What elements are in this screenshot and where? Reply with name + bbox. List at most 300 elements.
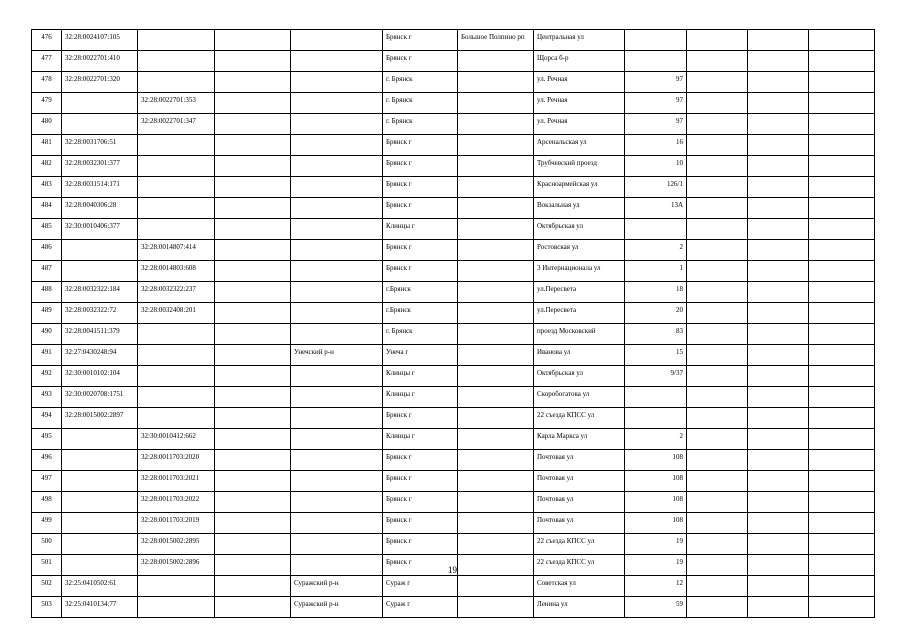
cell-empty — [748, 471, 809, 492]
cell-city: Брянск г — [383, 177, 458, 198]
cell-house — [625, 408, 687, 429]
cell-cadastral-1 — [62, 240, 138, 261]
cell-empty — [748, 387, 809, 408]
cell-empty — [687, 135, 748, 156]
cell-cadastral-1 — [62, 114, 138, 135]
cell-empty — [748, 30, 809, 51]
cell-street: Ленина ул — [534, 597, 625, 618]
cell-city: Брянск г — [383, 492, 458, 513]
cell-house: 97 — [625, 114, 687, 135]
table-row — [32, 492, 875, 513]
cell-city: Клинцы г — [383, 366, 458, 387]
cell-empty — [687, 345, 748, 366]
cell-street: Иванова ул — [534, 345, 625, 366]
cell-house: 9/37 — [625, 366, 687, 387]
table-row — [32, 114, 875, 135]
cell-street: Красноармейская ул — [534, 177, 625, 198]
cell-number: 477 — [32, 51, 62, 72]
cell-number: 500 — [32, 534, 62, 555]
table-row — [32, 198, 875, 219]
cell-number: 486 — [32, 240, 62, 261]
cell-district — [291, 198, 383, 219]
cell-empty — [687, 534, 748, 555]
cell-number: 482 — [32, 156, 62, 177]
cell-street: ул. Речная — [534, 93, 625, 114]
cell-empty — [748, 576, 809, 597]
cell-empty — [748, 513, 809, 534]
cell-empty — [215, 345, 291, 366]
cell-number: 501 — [32, 555, 62, 576]
cell-cadastral-1: 32:28:0041511:379 — [62, 324, 138, 345]
cell-number: 496 — [32, 450, 62, 471]
cell-district — [291, 240, 383, 261]
cell-locality — [458, 177, 534, 198]
cell-city: Брянск г — [383, 30, 458, 51]
cell-empty — [809, 72, 875, 93]
cell-empty — [215, 534, 291, 555]
cell-empty — [809, 534, 875, 555]
cell-cadastral-2 — [138, 324, 215, 345]
cell-locality — [458, 408, 534, 429]
cell-street: Почтовая ул — [534, 450, 625, 471]
cell-cadastral-1: 32:30:0010102:104 — [62, 366, 138, 387]
cell-locality — [458, 282, 534, 303]
cell-locality — [458, 114, 534, 135]
cell-empty — [809, 513, 875, 534]
cell-empty — [215, 597, 291, 618]
table-row — [32, 597, 875, 618]
cell-district — [291, 366, 383, 387]
cell-number: 485 — [32, 219, 62, 240]
cell-empty — [215, 198, 291, 219]
cell-empty — [687, 30, 748, 51]
cell-cadastral-2: 32:28:0022701:353 — [138, 93, 215, 114]
cell-house — [625, 219, 687, 240]
cell-district — [291, 135, 383, 156]
cell-empty — [809, 429, 875, 450]
cell-empty — [215, 282, 291, 303]
cell-number: 483 — [32, 177, 62, 198]
cell-empty — [215, 72, 291, 93]
cell-empty — [748, 408, 809, 429]
cell-empty — [215, 366, 291, 387]
cell-locality — [458, 324, 534, 345]
cell-house: 16 — [625, 135, 687, 156]
cell-empty — [687, 429, 748, 450]
cell-empty — [748, 51, 809, 72]
cell-house: 108 — [625, 492, 687, 513]
cell-street: Ростовская ул — [534, 240, 625, 261]
cell-cadastral-2 — [138, 366, 215, 387]
cell-number: 502 — [32, 576, 62, 597]
cell-cadastral-2 — [138, 597, 215, 618]
cell-house: 12 — [625, 576, 687, 597]
cell-city: г. Брянск — [383, 93, 458, 114]
cell-city: Брянск г — [383, 135, 458, 156]
cell-empty — [215, 219, 291, 240]
cell-city: Брянск г — [383, 156, 458, 177]
cell-locality — [458, 576, 534, 597]
cell-district — [291, 219, 383, 240]
table-row — [32, 303, 875, 324]
table-row — [32, 450, 875, 471]
cell-empty — [748, 93, 809, 114]
cell-empty — [215, 450, 291, 471]
cell-district — [291, 534, 383, 555]
cell-empty — [809, 576, 875, 597]
cell-city: Сураж г — [383, 576, 458, 597]
cell-city: Клинцы г — [383, 387, 458, 408]
cell-cadastral-1: 32:28:0032322:72 — [62, 303, 138, 324]
cell-empty — [215, 387, 291, 408]
cell-empty — [687, 408, 748, 429]
cell-empty — [809, 492, 875, 513]
table-row — [32, 177, 875, 198]
cell-cadastral-2 — [138, 345, 215, 366]
cell-house — [625, 51, 687, 72]
cell-locality — [458, 429, 534, 450]
cell-empty — [748, 219, 809, 240]
cell-empty — [215, 156, 291, 177]
cell-cadastral-2 — [138, 135, 215, 156]
cell-street: Октябрьская ул — [534, 366, 625, 387]
cell-empty — [809, 471, 875, 492]
cell-cadastral-2 — [138, 30, 215, 51]
cell-empty — [748, 156, 809, 177]
cell-cadastral-1 — [62, 471, 138, 492]
cell-empty — [215, 135, 291, 156]
cell-locality — [458, 156, 534, 177]
cell-cadastral-2: 32:28:0011703:2019 — [138, 513, 215, 534]
cell-house: 18 — [625, 282, 687, 303]
table-row — [32, 261, 875, 282]
cell-house: 1 — [625, 261, 687, 282]
cell-city: г.Брянск — [383, 282, 458, 303]
cell-city: г. Брянск — [383, 114, 458, 135]
cell-house: 108 — [625, 513, 687, 534]
cell-street: Октябрьская ул — [534, 219, 625, 240]
cell-locality — [458, 534, 534, 555]
cell-empty — [687, 597, 748, 618]
cell-locality — [458, 51, 534, 72]
cell-number: 489 — [32, 303, 62, 324]
cell-empty — [215, 429, 291, 450]
table-row — [32, 72, 875, 93]
cell-cadastral-1 — [62, 534, 138, 555]
table-row — [32, 93, 875, 114]
cell-locality — [458, 135, 534, 156]
cell-district — [291, 93, 383, 114]
cell-cadastral-1: 32:30:0020708:1751 — [62, 387, 138, 408]
cell-empty — [809, 240, 875, 261]
cell-cadastral-1: 32:25:0410134:77 — [62, 597, 138, 618]
cell-empty — [809, 261, 875, 282]
cell-city: Брянск г — [383, 555, 458, 576]
cell-street: Скоробогатова ул — [534, 387, 625, 408]
cell-cadastral-1 — [62, 429, 138, 450]
cell-empty — [809, 597, 875, 618]
cell-empty — [748, 303, 809, 324]
table-row — [32, 324, 875, 345]
cell-number: 479 — [32, 93, 62, 114]
cell-cadastral-1 — [62, 93, 138, 114]
cell-district — [291, 408, 383, 429]
cell-empty — [809, 198, 875, 219]
cell-locality — [458, 303, 534, 324]
cell-cadastral-2: 32:28:0014807:414 — [138, 240, 215, 261]
cell-locality — [458, 219, 534, 240]
cell-cadastral-1: 32:28:0015002:2897 — [62, 408, 138, 429]
cell-district — [291, 471, 383, 492]
cell-cadastral-2 — [138, 198, 215, 219]
cell-cadastral-2 — [138, 576, 215, 597]
cell-city: Унеча г — [383, 345, 458, 366]
cell-cadastral-1: 32:28:0024107:105 — [62, 30, 138, 51]
cell-cadastral-2: 32:28:0011703:2022 — [138, 492, 215, 513]
cell-street: проезд Московский — [534, 324, 625, 345]
cell-cadastral-1 — [62, 450, 138, 471]
cell-street: 22 съезда КПСС ул — [534, 555, 625, 576]
cell-cadastral-2 — [138, 387, 215, 408]
cell-cadastral-2: 32:28:0011703:2020 — [138, 450, 215, 471]
cell-street: 3 Интернационала ул — [534, 261, 625, 282]
cell-cadastral-1: 32:28:0031514:171 — [62, 177, 138, 198]
cell-empty — [809, 93, 875, 114]
cell-empty — [748, 429, 809, 450]
cell-locality — [458, 93, 534, 114]
cell-number: 499 — [32, 513, 62, 534]
table-row — [32, 534, 875, 555]
cell-empty — [748, 534, 809, 555]
table-row — [32, 219, 875, 240]
cell-district: Суражский р-н — [291, 576, 383, 597]
cell-locality — [458, 240, 534, 261]
cell-empty — [215, 513, 291, 534]
cell-district — [291, 324, 383, 345]
cell-district: Суражский р-н — [291, 597, 383, 618]
cell-cadastral-2: 32:28:0011703:2021 — [138, 471, 215, 492]
table-row — [32, 135, 875, 156]
cell-empty — [809, 156, 875, 177]
cell-empty — [687, 261, 748, 282]
cell-empty — [809, 114, 875, 135]
table-row — [32, 387, 875, 408]
cell-empty — [687, 366, 748, 387]
cell-street: Почтовая ул — [534, 513, 625, 534]
cell-locality — [458, 387, 534, 408]
cell-empty — [215, 324, 291, 345]
table-row — [32, 345, 875, 366]
table-row — [32, 51, 875, 72]
cell-empty — [809, 282, 875, 303]
cell-empty — [687, 492, 748, 513]
cell-locality — [458, 492, 534, 513]
cell-empty — [748, 597, 809, 618]
cell-empty — [215, 177, 291, 198]
table-row — [32, 471, 875, 492]
cell-number: 487 — [32, 261, 62, 282]
cell-cadastral-2: 32:28:0014803:608 — [138, 261, 215, 282]
cell-district — [291, 282, 383, 303]
cell-cadastral-1: 32:30:0010406:377 — [62, 219, 138, 240]
cell-empty — [215, 240, 291, 261]
cell-district — [291, 450, 383, 471]
cell-district: Унечский р-н — [291, 345, 383, 366]
cell-empty — [748, 114, 809, 135]
cell-city: Брянск г — [383, 198, 458, 219]
cell-district — [291, 51, 383, 72]
cell-number: 493 — [32, 387, 62, 408]
cell-empty — [748, 450, 809, 471]
cell-street: Советская ул — [534, 576, 625, 597]
cell-empty — [687, 324, 748, 345]
cell-empty — [809, 345, 875, 366]
cell-empty — [687, 51, 748, 72]
registry-table — [31, 29, 875, 618]
cell-number: 484 — [32, 198, 62, 219]
cell-house: 20 — [625, 303, 687, 324]
cell-city: Клинцы г — [383, 429, 458, 450]
table-row — [32, 240, 875, 261]
cell-empty — [809, 366, 875, 387]
cell-street: Вокзальная ул — [534, 198, 625, 219]
cell-empty — [809, 324, 875, 345]
cell-empty — [809, 30, 875, 51]
cell-street: Трубчевский проезд — [534, 156, 625, 177]
cell-house: 108 — [625, 471, 687, 492]
cell-number: 490 — [32, 324, 62, 345]
cell-city: Брянск г — [383, 51, 458, 72]
cell-city: Брянск г — [383, 513, 458, 534]
cell-district — [291, 261, 383, 282]
cell-locality: Большое Полпино рп — [458, 30, 534, 51]
cell-locality — [458, 597, 534, 618]
cell-number: 495 — [32, 429, 62, 450]
cell-district — [291, 177, 383, 198]
cell-district — [291, 387, 383, 408]
cell-locality — [458, 261, 534, 282]
cell-cadastral-1: 32:28:0031706:51 — [62, 135, 138, 156]
cell-empty — [687, 450, 748, 471]
cell-empty — [809, 135, 875, 156]
cell-empty — [748, 72, 809, 93]
cell-empty — [215, 471, 291, 492]
cell-empty — [687, 240, 748, 261]
cell-street: Арсенальская ул — [534, 135, 625, 156]
cell-empty — [809, 450, 875, 471]
cell-house: 15 — [625, 345, 687, 366]
cell-house — [625, 30, 687, 51]
cell-city: Брянск г — [383, 261, 458, 282]
cell-house: 83 — [625, 324, 687, 345]
cell-empty — [748, 324, 809, 345]
cell-city: Брянск г — [383, 534, 458, 555]
cell-empty — [687, 198, 748, 219]
table-row — [32, 156, 875, 177]
cell-empty — [748, 198, 809, 219]
cell-empty — [687, 72, 748, 93]
cell-cadastral-2 — [138, 51, 215, 72]
cell-cadastral-2 — [138, 72, 215, 93]
cell-city: Клинцы г — [383, 219, 458, 240]
cell-empty — [687, 114, 748, 135]
cell-cadastral-2: 32:28:0022701:347 — [138, 114, 215, 135]
cell-number: 492 — [32, 366, 62, 387]
cell-locality — [458, 345, 534, 366]
cell-cadastral-1: 32:28:0032301:377 — [62, 156, 138, 177]
cell-locality — [458, 366, 534, 387]
cell-cadastral-1: 32:28:0022701:320 — [62, 72, 138, 93]
cell-district — [291, 303, 383, 324]
cell-number: 478 — [32, 72, 62, 93]
cell-district — [291, 156, 383, 177]
cell-empty — [687, 303, 748, 324]
cell-number: 491 — [32, 345, 62, 366]
table-row — [32, 366, 875, 387]
table-row — [32, 30, 875, 51]
cell-empty — [748, 366, 809, 387]
cell-number: 476 — [32, 30, 62, 51]
cell-empty — [748, 135, 809, 156]
cell-city: г. Брянск — [383, 324, 458, 345]
cell-number: 488 — [32, 282, 62, 303]
cell-street: Центральная ул — [534, 30, 625, 51]
cell-empty — [687, 387, 748, 408]
cell-cadastral-1 — [62, 513, 138, 534]
cell-house: 2 — [625, 240, 687, 261]
cell-empty — [809, 219, 875, 240]
cell-number: 498 — [32, 492, 62, 513]
cell-street: Карла Маркса ул — [534, 429, 625, 450]
cell-empty — [809, 408, 875, 429]
cell-empty — [687, 576, 748, 597]
table-row — [32, 282, 875, 303]
cell-house: 2 — [625, 429, 687, 450]
cell-house: 10 — [625, 156, 687, 177]
cell-number: 480 — [32, 114, 62, 135]
cell-city: Брянск г — [383, 450, 458, 471]
cell-cadastral-2: 32:28:0015002:2895 — [138, 534, 215, 555]
cell-number: 503 — [32, 597, 62, 618]
cell-house: 97 — [625, 72, 687, 93]
cell-district — [291, 30, 383, 51]
page-number: 19 — [448, 565, 457, 575]
cell-empty — [215, 114, 291, 135]
cell-cadastral-1: 32:27:0430248:94 — [62, 345, 138, 366]
cell-empty — [809, 51, 875, 72]
cell-house: 97 — [625, 93, 687, 114]
cell-city: г. Брянск — [383, 72, 458, 93]
cell-empty — [748, 282, 809, 303]
cell-empty — [687, 513, 748, 534]
cell-empty — [809, 387, 875, 408]
cell-empty — [215, 408, 291, 429]
cell-empty — [748, 177, 809, 198]
cell-street: 22 съезда КПСС ул — [534, 408, 625, 429]
cell-house: 13А — [625, 198, 687, 219]
cell-empty — [215, 30, 291, 51]
cell-locality — [458, 450, 534, 471]
cell-city: Брянск г — [383, 471, 458, 492]
cell-city: Сураж г — [383, 597, 458, 618]
cell-empty — [687, 156, 748, 177]
cell-number: 481 — [32, 135, 62, 156]
cell-cadastral-2: 32:30:0010412:662 — [138, 429, 215, 450]
cell-district — [291, 114, 383, 135]
cell-house: 19 — [625, 534, 687, 555]
cell-cadastral-1 — [62, 492, 138, 513]
cell-street: ул. Речная — [534, 114, 625, 135]
